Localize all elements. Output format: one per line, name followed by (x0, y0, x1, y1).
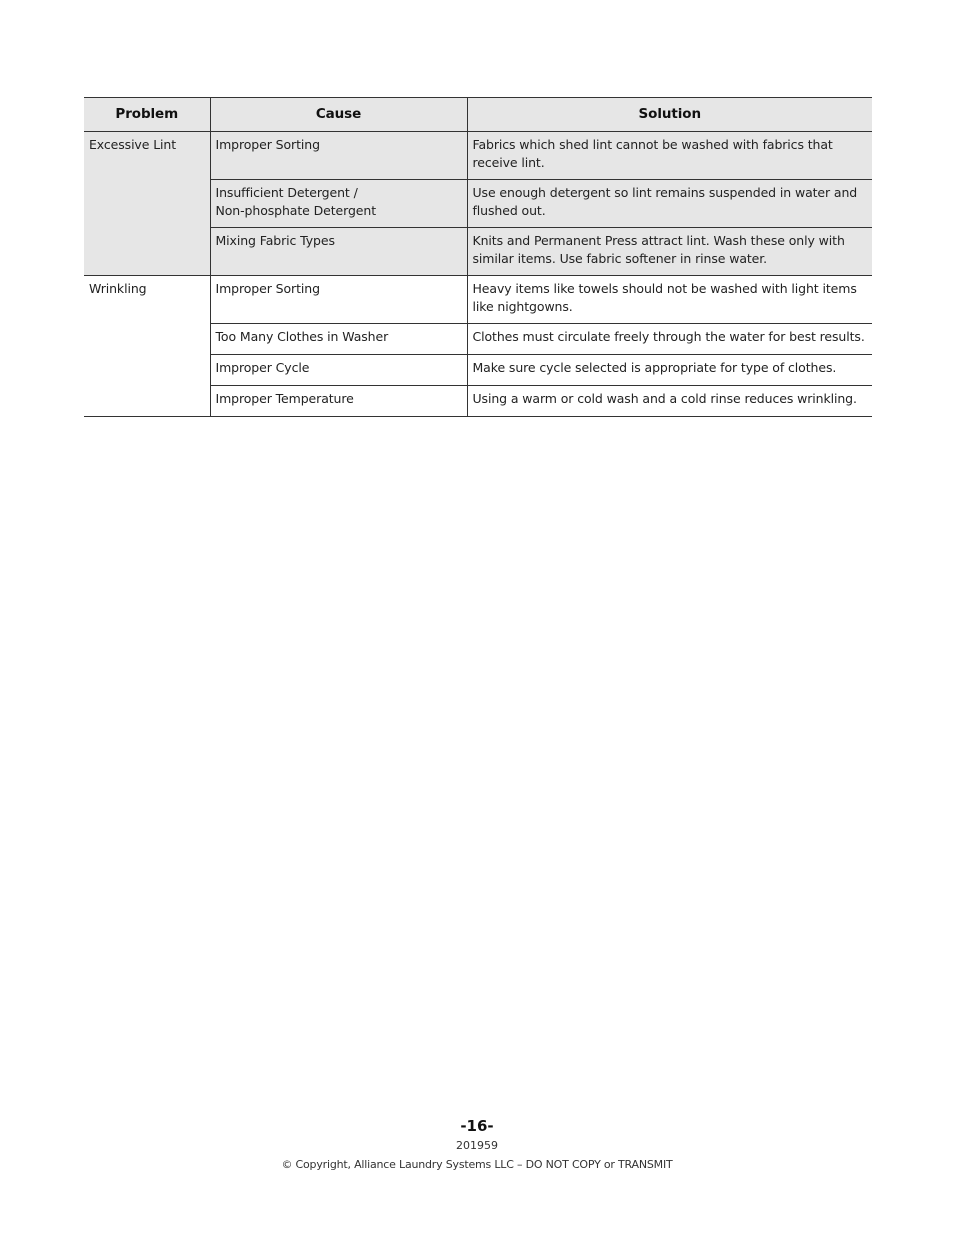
document-number: 201959 (456, 1139, 498, 1152)
copyright-notice: © Copyright, Alliance Laundry Systems LLC – DO NOT COPY or TRANSMIT (281, 1158, 673, 1171)
cause-cell: Too Many Clothes in Washer (210, 324, 467, 355)
solution-cell: Make sure cycle selected is appropriate for type of clothes. (467, 355, 872, 386)
solution-cell: Fabrics which shed lint cannot be washed with fabrics that receive lint. (467, 132, 872, 180)
cause-cell: Mixing Fabric Types (210, 228, 467, 276)
cause-cell: Improper Sorting (210, 132, 467, 180)
solution-cell: Heavy items like towels should not be washed with light items like nightgowns. (467, 276, 872, 324)
table-row (84, 132, 872, 180)
page-number: -16- (460, 1117, 494, 1135)
solution-cell: Clothes must circulate freely through the water for best results. (467, 324, 872, 355)
cause-cell (210, 180, 467, 228)
cause-cell: Improper Temperature (210, 386, 467, 417)
cause-cell: Improper Sorting (210, 276, 467, 324)
cause-cell: Improper Cycle (210, 355, 467, 386)
header-problem: Problem (84, 98, 210, 132)
troubleshooting-table (84, 97, 872, 417)
header-solution: Solution (467, 98, 872, 132)
header-cause: Cause (210, 98, 467, 132)
problem-group-excessive-lint (84, 132, 872, 276)
problem-group-wrinkling (84, 276, 872, 417)
solution-cell: Knits and Permanent Press attract lint. Wash these only with similar items. Use fabric softener in rinse water. (467, 228, 872, 276)
table-header-row (84, 98, 872, 132)
cause-line: Non-phosphate Detergent (215, 202, 377, 218)
cause-line: Insufficient Detergent / (215, 185, 358, 200)
problem-cell: Excessive Lint (84, 132, 210, 276)
solution-cell: Using a warm or cold wash and a cold rinse reduces wrinkling. (467, 386, 872, 417)
solution-cell: Use enough detergent so lint remains suspended in water and flushed out. (467, 180, 872, 228)
table-row (84, 276, 872, 324)
problem-cell: Wrinkling (84, 276, 210, 417)
